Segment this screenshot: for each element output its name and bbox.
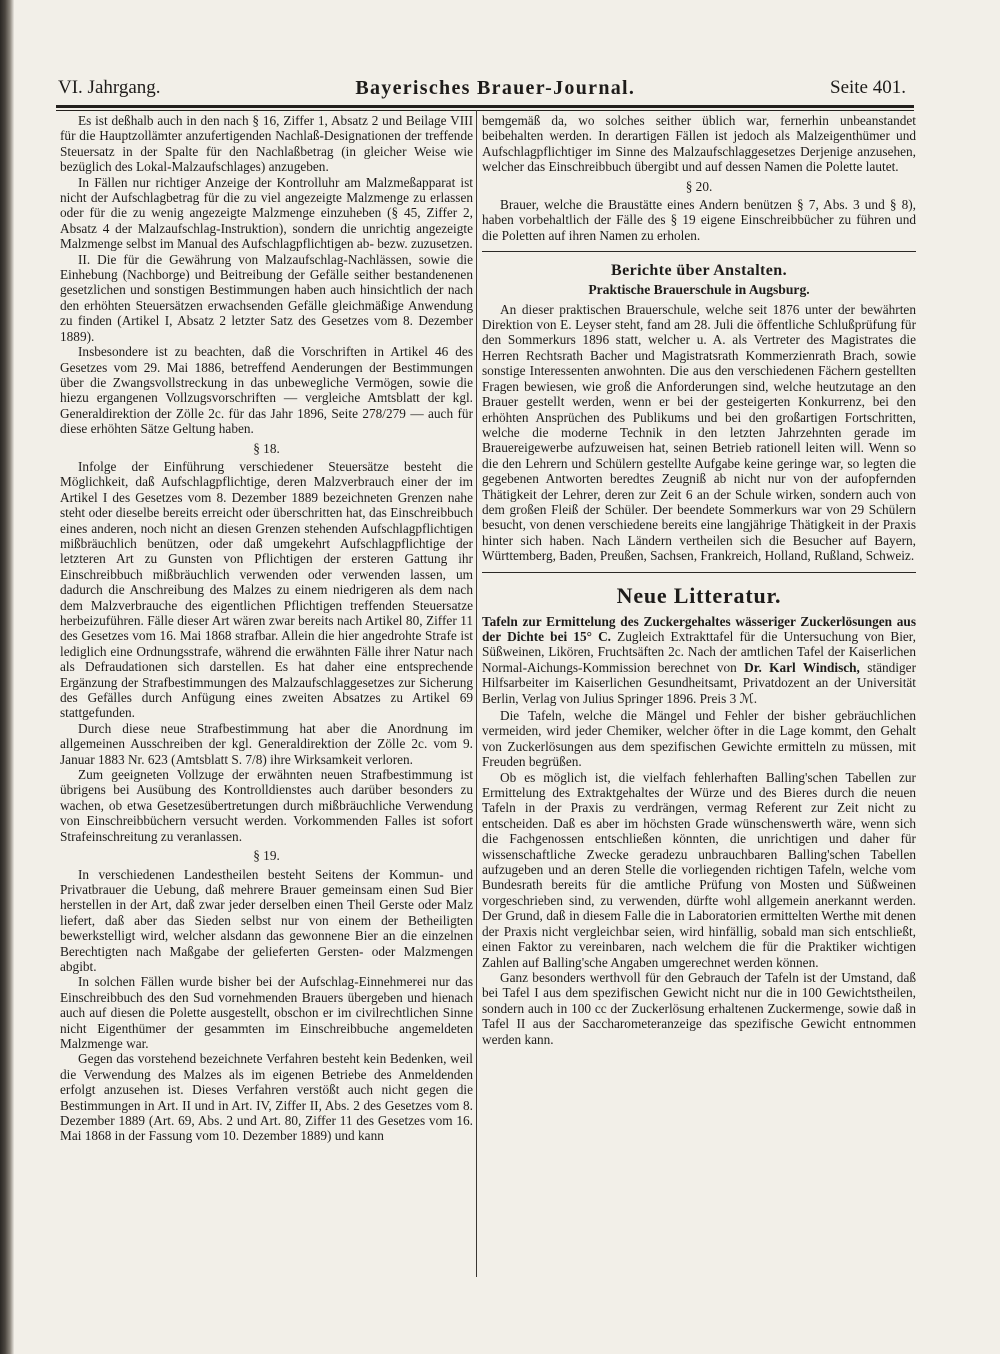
paragraph: In solchen Fällen wurde bisher bei der Aufschlag-Einnehmerei nur das Einschreibbuch des den Sud vornehmenden Brauers übergeben und hienach auch auf diesen die Polette ausgestellt, obschon er im civilrechtlichen Sinne nicht Eigenthümer der gesammten im Einschreibbuche angemeldeten Malzmenge war. — [60, 974, 473, 1051]
paragraph: II. Die für die Gewährung von Malzaufschlag-Nachlässen, sowie die Einhebung (Nachborge) und Beitreibung der Gefälle seither bestandenenen gesetzlichen und sonstigen Bestimmungen haben auch hinsichtlich der nach den erhöhten Steuersätzen erwachsenden Gefälle gleichmäßige Anwendung zu finden (Artikel I, Absatz 2 letzter Satz des Gesetzes vom 8. Dezember 1889). — [60, 251, 473, 344]
paragraph: Durch diese neue Strafbestimmung hat aber die Anordnung im allgemeinen Ausschreiben der kgl. Generaldirektion der Zölle 2c. vom 9. Januar 1883 Nr. 623 (Amtsblatt S. 7/8) ihre Wirksamkeit verloren. — [60, 720, 473, 767]
paragraph: Gegen das vorstehend bezeichnete Verfahren besteht kein Bedenken, weil die Verwendung des Malzes als im eigenen Betriebe des Anmeldenden erfolgt anzusehen ist. Dieses Verfahren verstößt auch nicht gegen die Bestimmungen in Art. II und in Art. IV, Ziffer II, Abs. 2 des Gesetzes vom 8. Dezember 1889 (Art. 69, Abs. 2 und Art. 80, Ziffer 11 des Gesetzes vom 16. Mai 1868 in der Fassung vom 10. Dezember 1889) und kann — [60, 1051, 473, 1144]
paragraph: In verschiedenen Landestheilen besteht Seitens der Kommun- und Privatbrauer die Uebung, daß mehrere Brauer gemeinsam einen Sud Bier herstellen in der Art, daß zwar jeder derselben einen Theil Gerste oder Malz liefert, daß aber das Sieden selbst nur von einem der Betheiligten bewerkstelligt wird, welcher alsdann das gewonnene Bier an die einzelnen Berechtigten nach Maßgabe der gelieferten Gersten- oder Malzmengen abgibt. — [60, 866, 473, 974]
subsection-heading: Praktische Brauerschule in Augsburg. — [588, 282, 810, 298]
page-number: Seite 401. — [830, 77, 906, 98]
page-binding-shadow — [0, 0, 14, 1354]
paragraph: Es ist deßhalb auch in den nach § 16, Ziffer 1, Absatz 2 und Beilage VIII für die Hauptzollämter anzufertigenden Nachlaß-Designationen der treffende Steuersatz in der Spalte für den Nachlaßbetrag (in gleicher Weise wie bezüglich des Lokal-Malzaufschlages) anzugeben. — [60, 113, 473, 175]
journal-title: Bayerisches Brauer-Journal. — [355, 76, 636, 99]
section-heading: Berichte über Anstalten. — [611, 262, 787, 280]
paragraph: Brauer, welche die Braustätte eines Andern benützen § 7, Abs. 3 und § 8), haben vorbehaltlich der Fälle des § 19 eigene Einschreibbücher zu führen und die Poletten auf ihren Namen zu erholen. — [482, 197, 916, 243]
section-rule — [482, 251, 916, 252]
page-header — [58, 74, 906, 102]
volume-label: VI. Jahrgang. — [58, 77, 161, 98]
paragraph: Die Tafeln, welche die Mängel und Fehler der bisher gebräuchlichen vermeiden, wird jeder Chemiker, welcher öfter in die Lage kommt, den Gehalt von Zuckerlösungen aus dem spezifischen Gewichte ermitteln zu müssen, mit Freuden begrüßen. — [482, 708, 916, 770]
header-rule — [56, 105, 914, 108]
header-rule-thin — [56, 110, 914, 111]
book-author: Dr. Karl Windisch, — [744, 659, 860, 675]
paragraph: Ganz besonders werthvoll für den Gebrauch der Tafeln ist der Umstand, daß bei Tafel I aus dem spezifischen Gewicht nicht nur die in 100 Gewichtstheilen, sondern auch in 100 cc der Zuckerlösung erhaltenen Zuckermenge, sowie daß in Tafel II aus der Saccharometeranzeige das spezifische Gewicht entnommen werden kann. — [482, 969, 916, 1047]
left-column — [60, 113, 473, 1144]
section-number-19: § 19. — [253, 848, 280, 864]
paragraph: Ob es möglich ist, die vielfach fehlerhaften Balling'schen Tabellen zur Ermittelung des Extraktgehaltes der Würze und des Bieres durch die neuen Tafeln in der Praxis zu verdrängen, vermag Referent zur Zeit nicht zu entscheiden. Daß es aber im höchsten Grade wünschenswerth wäre, wenn sich die Fachgenossen entschließen könnten, die unrichtigen und daher für wissenschaftliche Zwecke geradezu unbrauchbaren Balling'schen Tabellen aufzugeben und an deren Stelle die vorliegenden richtigen Tafeln, welche vom Bundesrath bereits für die amtliche Prüfung von Mosten und Süßweinen vorgeschrieben sind, zu verwenden, dürfte wohl allgemein anerkannt werden. Der Grund, daß in diesem Falle die in Laboratorien ermittelten Werthe mit denen der Praxis nicht vergleichbar seien, wird hinfällig, sobald man sich entschließt, einen Faktor zu vereinbaren, nach welchem die für die Praktiker wichtigen Zahlen auf Balling'sche Angaben umgerechnet werden können. — [482, 769, 916, 970]
right-column — [482, 113, 916, 1047]
paragraph: An dieser praktischen Brauerschule, welche seit 1876 unter der bewährten Direktion von E. Leyser steht, fand am 28. Juli die öffentliche Schlußprüfung für den Sommerkurs 1896 statt, welcher u. A. als Vertreter des Magistrates die Herren Rechtsrath Bacher und Magistratsrath Kommerzienrath Brach, sowie sonstige Interessenten anwohnten. Die aus den verschiedenen Fächern gestellten Fragen bewiesen, wie groß die Anforderungen sind, welche heutzutage an den Brauer gestellt werden, wenn er bei der gesteigerten Konkurrenz, bei den erhöhten Ansprüchen des Publikums und bei den großartigen Fortschritten, welche die moderne Technik in den letzten Jahrzehnten gerade im Brauereigewerbe aufzuweisen hat, seinen Betrieb rationell leiten will. Wenn so die den Lehrern und Schülern gestellte Aufgabe keine geringe war, so legten die gegebenen Antworten beredtes Zeugniß ab nicht nur von der aufopfernden Thätigkeit der Lehrer, deren zur Zeit 6 an der Schule wirken, sondern auch von dem großen Fleiß der Schüler. Der beendete Sommerkurs war von 29 Schülern besucht, von denen verschiedene bereits eine langjährige Thätigkeit in der Praxis hinter sich haben. Nach Ländern vertheilen sich die Besucher auf Bayern, Württemberg, Baden, Preußen, Sachsen, Frankreich, Holland, Rußland, Schweiz. — [482, 301, 916, 564]
book-description: Zugleich Extrakttafel für die Untersuchung von Bier, Süßweinen, Likören, Fruchtsäften 2c. Nach der amtlichen Tafel der Kaiserlichen Normal-Aichungs-Kommission berechnet von — [482, 628, 917, 675]
paragraph: Insbesondere ist zu beachten, daß die Vorschriften in Artikel 46 des Gesetzes vom 29. Mai 1886, betreffend Aenderungen der Bestimmungen über die Zwangsvollstreckung in das unbewegliche Vermögen, sowie die hiezu ergangenen Vollzugsvorschriften — vergleiche Amtsblatt der kgl. Generaldirektion der Zölle 2c. für das Jahr 1896, Seite 278/279 — auch für diese erhöhten Sätze Geltung haben. — [60, 344, 473, 437]
section-number-20: § 20. — [685, 178, 713, 194]
paragraph: Zum geeigneten Vollzuge der erwähnten neuen Strafbestimmung ist übrigens bei Ausübung des Kontrolldienstes auch darüber besonders zu wachen, ob etwa Gesetzesübertretungen durch mißbräuchliche Verwendung von Einschreibbüchern versucht werden. Vorkommenden Falles ist sofort Strafeinschreitung zu veranlassen. — [60, 767, 473, 844]
column-divider — [476, 110, 477, 1277]
section-number-18: § 18. — [253, 440, 280, 456]
literature-heading: Neue Litteratur. — [616, 582, 782, 608]
book-title: Tafeln zur Ermittelung des Zuckergehaltes wässeriger Zuckerlösungen aus der Dichte bei 15° C. — [482, 613, 916, 644]
paragraph: In Fällen nur richtiger Anzeige der Kontrolluhr am Malzmeßapparat ist nicht der Aufschlagbetrag für die zu viel angezeigte Malzmenge zu erlassen oder für die zu wenig angezeigte Malzmenge einzuheben (§ 45, Ziffer 2, Absatz 4 der Malzaufschlag-Instruktion), sondern die unrichtig angezeigte Malzmenge selbst im Manual des Aufschlagpflichtigen ab- bezw. zuzusetzen. — [60, 174, 473, 252]
book-publisher: ständiger Hilfsarbeiter im Kaiserlichen Gesundheitsamt, Privatdozent an der Universität Berlin, Verlag von Julius Springer 1896. Preis 3 ℳ. — [482, 659, 917, 706]
book-entry — [482, 614, 916, 706]
paragraph: bemgemäß da, wo solches seither üblich war, fernerhin unbeanstandet beibehalten werden. In derartigen Fällen ist jedoch als Malzeigenthümer und Aufschlagpflichtiger im Sinne des Malzaufschlaggesetzes Derjenige anzusehen, welcher das Einschreibbuch übergibt und auf dessen Namen die Polette lautet. — [482, 113, 916, 175]
paragraph: Infolge der Einführung verschiedener Steuersätze besteht die Möglichkeit, daß Aufschlagpflichtige, deren Malzverbrauch einer der im Artikel I des Gesetzes vom 8. Dezember 1889 bezeichneten Grenzen nahe steht oder dieselbe bereits erreicht oder überschritten hat, das Einschreibbuch eines anderen, noch nicht an diesen Grenzen stehenden Aufschlagpflichtigen mißbräuchlich benützen, oder daß umgekehrt Aufschlagpflichtige der letzteren Art zu Gunsten von Pflichtigen der ersteren Gattung ihr Einschreibbuch mißbräuchlich verwenden oder verwenden lassen, um dadurch die Anschreibung des Malzes zu einem niedrigeren als dem nach dem Malzverbrauche des eigentlichen Pflichtigen treffenden Steuersatze herbeizuführen. Fälle dieser Art wären zwar bereits nach Artikel 80, Ziffer 11 des Gesetzes vom 16. Mai 1868 strafbar. Allein die hier angedrohte Strafe ist lediglich eine Ordnungsstrafe, während die erwähnten Fälle ihrer Natur nach als Defraudationen sich darstellen. Es hat daher eine entsprechende Ergänzung der Strafbestimmungen des Malzaufschlaggesetzes zur Sicherung des Gefälles durch Anfügung eines zweiten Absatzes zu Artikel 69 stattgefunden. — [60, 458, 473, 721]
section-rule — [482, 572, 916, 573]
